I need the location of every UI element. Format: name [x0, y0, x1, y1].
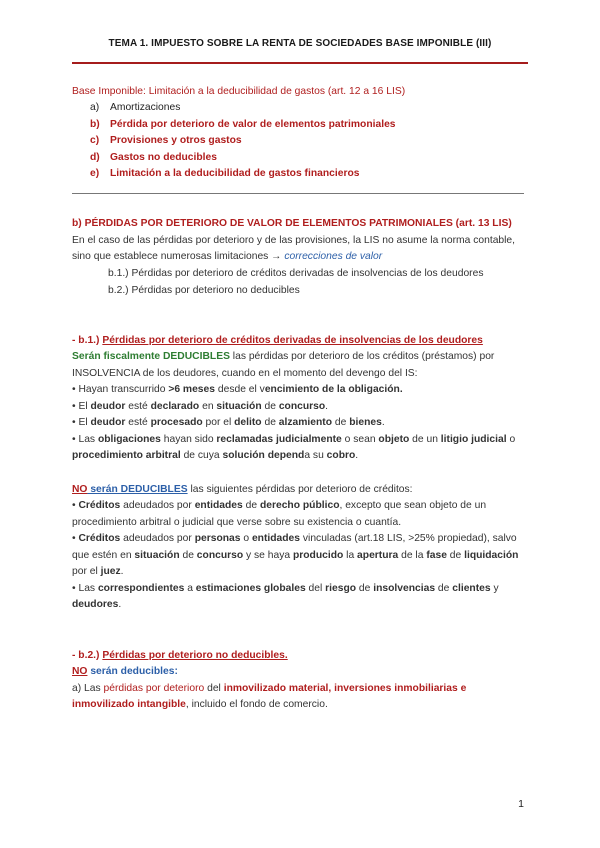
b2-item-a: a) Las pérdidas por deterioro del inmovilizado material, inversiones inmobiliarias e: [72, 683, 467, 694]
section-b-paragraph: sino que establece numerosas limitaciones → correcciones de valor: [72, 251, 383, 262]
list-text: Gastos no deducibles: [110, 152, 217, 163]
list-letter: b): [90, 119, 100, 130]
list-letter: e): [90, 168, 100, 179]
no-ded-bullet-cont: que estén en situación de concurso y se haya producido la apertura de la fase de liquidación: [72, 550, 519, 561]
page-number: 1: [518, 798, 524, 810]
list-text: Provisiones y otros gastos: [110, 135, 242, 146]
no-ded-bullet-cont: deudores.: [72, 599, 122, 610]
b1-bullet: • Las obligaciones hayan sido reclamadas judicialmente o sean objeto de un litigio judicial o: [72, 434, 516, 445]
section-divider: [72, 193, 524, 194]
subsection-ref-b1: b.1.) Pérdidas por deterioro de créditos derivadas de insolvencias de los deudores: [108, 268, 484, 279]
b2-subheading: NO serán deducibles:: [72, 666, 178, 677]
section-b-paragraph: En el caso de las pérdidas por deterioro y de las provisiones, la LIS no asume la norma contable,: [72, 235, 516, 246]
section-b-heading: b) PÉRDIDAS POR DETERIORO DE VALOR DE ELEMENTOS PATRIMONIALES (art. 13 LIS): [72, 218, 512, 229]
intro-list-item: [90, 166, 360, 183]
no-ded-bullet-cont: por el juez.: [72, 566, 124, 577]
b2-heading: - b.2.) Pérdidas por deterioro no deducibles.: [72, 650, 288, 661]
no-ded-bullet: • Las correspondientes a estimaciones globales del riesgo de insolvencias de clientes y: [72, 583, 499, 594]
header-divider: [72, 62, 528, 64]
b1-title: Pérdidas por deterioro de créditos derivadas de insolvencias de los deudores: [102, 335, 483, 346]
intro-list-item: [90, 150, 217, 167]
no-deducibles-heading: NO serán DEDUCIBLES las siguientes pérdidas por deterioro de créditos:: [72, 484, 413, 495]
intro-list-item: [90, 117, 396, 134]
b1-bullet: • Hayan transcurrido >6 meses desde el vencimiento de la obligación.: [72, 384, 403, 395]
intro-list-item: [90, 133, 242, 150]
b1-bullet: • El deudor esté procesado por el delito de alzamiento de bienes.: [72, 417, 385, 428]
list-letter: d): [90, 152, 100, 163]
page-title: TEMA 1. IMPUESTO SOBRE LA RENTA DE SOCIEDADES BASE IMPONIBLE (III): [108, 38, 492, 49]
intro-heading: Base Imponible: Limitación a la deducibilidad de gastos (art. 12 a 16 LIS): [72, 86, 406, 97]
no-ded-bullet: • Créditos adeudados por entidades de derecho público, excepto que sean objeto de un: [72, 500, 487, 511]
list-text: Limitación a la deducibilidad de gastos financieros: [110, 168, 360, 179]
list-letter: c): [90, 135, 100, 146]
b2-title: Pérdidas por deterioro no deducibles.: [102, 650, 288, 661]
b1-bullet: • El deudor esté declarado en situación de concurso.: [72, 401, 329, 412]
b2-item-a-cont: inmovilizado intangible, incluido el fondo de comercio.: [72, 699, 328, 710]
intro-list-item: [90, 100, 181, 117]
subsection-ref-b2: b.2.) Pérdidas por deterioro no deducibles: [108, 285, 300, 296]
corrections-reference: correcciones de valor: [284, 251, 383, 262]
list-text: Pérdida por deterioro de valor de elementos patrimoniales: [110, 119, 396, 130]
no-ded-bullet-cont: procedimiento arbitral o judicial que verse sobre su existencia o cuantía.: [72, 517, 402, 528]
list-letter: a): [90, 102, 100, 113]
b1-intro-cont: INSOLVENCIA de los deudores, cuando en el momento del devengo del IS:: [72, 368, 418, 379]
b1-intro: Serán fiscalmente DEDUCIBLES las pérdidas por deterioro de los créditos (préstamos) por: [72, 351, 495, 362]
list-text: Amortizaciones: [110, 102, 181, 113]
b1-heading: - b.1.) Pérdidas por deterioro de créditos derivadas de insolvencias de los deudores: [72, 335, 483, 346]
no-ded-bullet: • Créditos adeudados por personas o entidades vinculadas (art.18 LIS, >25% propiedad), salvo: [72, 533, 517, 544]
b1-bullet-cont: procedimiento arbitral de cuya solución dependa su cobro.: [72, 450, 359, 461]
